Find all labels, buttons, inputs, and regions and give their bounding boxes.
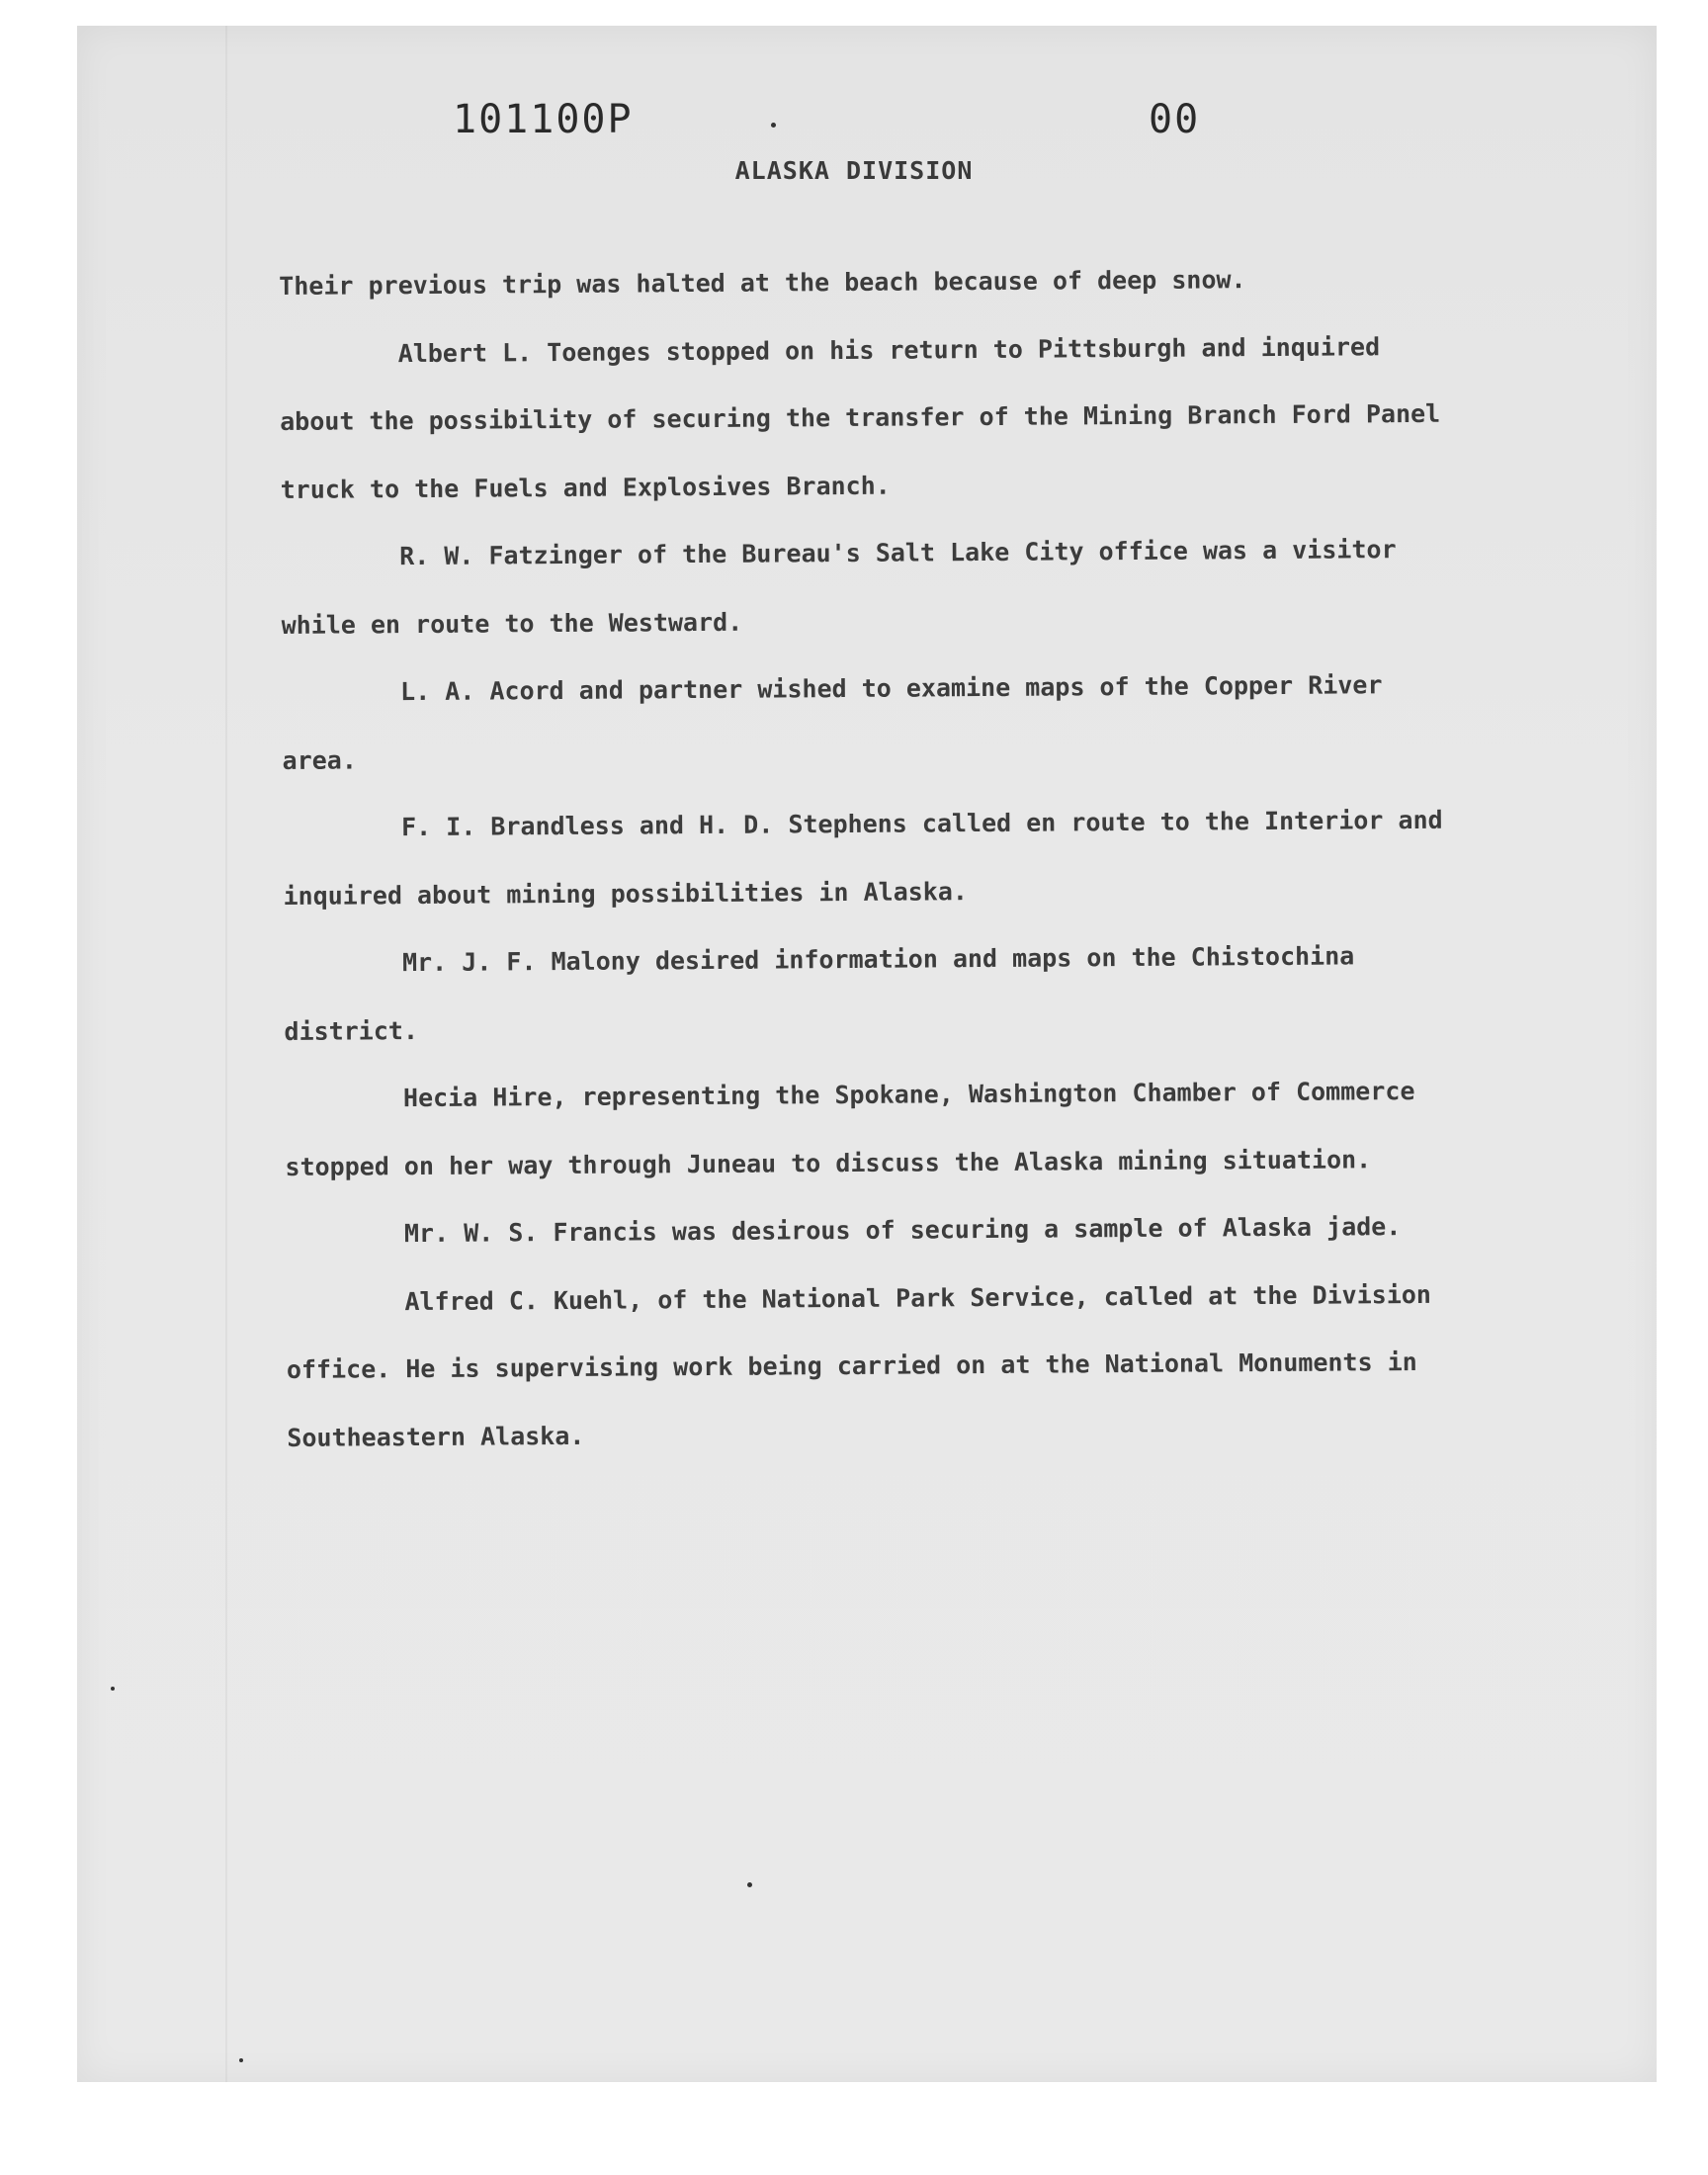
paragraph-malony: Mr. J. F. Malony desired information and maps on the Chistochina district.	[284, 941, 1355, 1046]
paragraph-hire: Hecia Hire, representing the Spokane, Washington Chamber of Commerce stopped on her way through Juneau to discuss the Alaska mining situation.	[285, 1076, 1415, 1181]
paragraph-acord: L. A. Acord and partner wished to examine maps of the Copper River area.	[282, 670, 1383, 775]
paper-speck	[111, 1687, 115, 1691]
document-body	[279, 245, 1474, 1472]
paragraph-kuehl: Alfred C. Kuehl, of the National Park Service, called at the Division office. He is supervising work being carried on at the National Monuments in Southeastern Alaska.	[286, 1279, 1432, 1452]
paper-speck	[239, 2058, 243, 2062]
paragraph-brandless-stephens: F. I. Brandless and H. D. Stephens called en route to the Interior and inquired about mining possibilities in Alaska.	[283, 805, 1443, 911]
paper-speck	[747, 1882, 752, 1887]
paper-speck	[771, 123, 776, 128]
page-crease	[225, 26, 227, 2082]
stamp-number-left: 101100P	[453, 97, 634, 142]
stamp-number-right: 00	[1149, 97, 1201, 142]
paragraph-toenges: Albert L. Toenges stopped on his return to Pittsburgh and inquired about the possibility of securing the transfer of the Mining Branch Ford Panel truck to the Fuels and Explosives Branch.	[280, 331, 1441, 504]
paragraph-fatzinger: R. W. Fatzinger of the Bureau's Salt Lake City office was a visitor while en route to the Westward.	[281, 535, 1397, 640]
paragraph-snow-trip: Their previous trip was halted at the beach because of deep snow.	[279, 265, 1246, 301]
paragraph-francis: Mr. W. S. Francis was desirous of securing a sample of Alaska jade.	[403, 1212, 1402, 1249]
page-heading: ALASKA DIVISION	[734, 156, 974, 185]
